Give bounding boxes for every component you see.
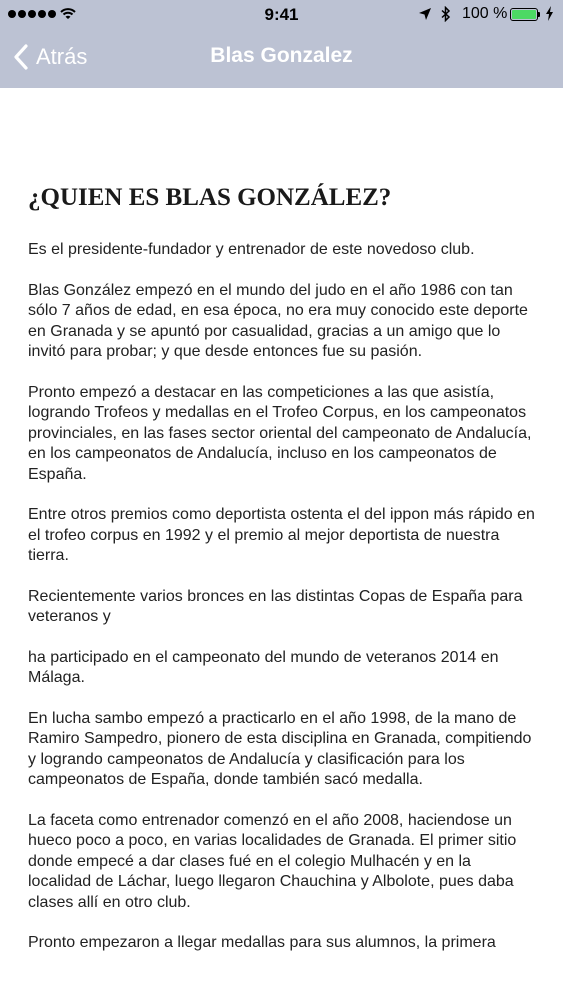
top-bar [0,0,563,88]
article-paragraph: Es el presidente-fundador y entrenador de este novedoso club. [28,241,475,258]
status-bar [0,0,563,30]
article-paragraph: ha participado en el campeonato del mundo de veteranos 2014 en Málaga. [28,648,499,686]
page-title: Blas Gonzalez [210,44,353,67]
status-time: 9:41 [264,5,299,24]
article-paragraph: Entre otros premios como deportista ostenta el del ippon más rápido en el trofeo corpus en 1992 y el premio al mejor deportista de nuestra tierra. [28,506,535,564]
article-paragraph: Blas González empezó en el mundo del judo en el año 1986 con tan sólo 7 años de edad, en esa época, no era muy conocido este deporte en Granada y se apuntó por casualidad, gracias a un amigo que lo invitó para probar; y que desde entonces fue su pasión. [28,281,528,360]
battery-nub [538,12,540,17]
back-button-label: Atrás [36,44,88,69]
article-content [28,182,536,974]
bluetooth-icon [440,6,452,22]
article-paragraph: Recientemente varios bronces en las distintas Copas de España para veteranos y [28,587,523,625]
battery-percent: 100 % [462,5,508,22]
charging-bolt-icon [545,6,554,21]
article-heading: ¿QUIEN ES BLAS GONZÁLEZ? [28,184,392,211]
location-arrow-icon [418,7,432,21]
article-paragraph: La faceta como entrenador comenzó en el año 2008, haciendose un hueco poco a poco, en varias localidades de Granada. El primer sitio donde empecé a dar clases fué en el colegio Mulhacén y en la localidad de Láchar, luego llegaron Chauchina y Albolote, pues daba clases allí en otro club. [28,811,517,911]
battery-icon [510,8,538,21]
article-paragraph: Pronto empezaron a llegar medallas para sus alumnos, la primera [28,934,496,951]
article-paragraph: En lucha sambo empezó a practicarlo en el año 1998, de la mano de Ramiro Sampedro, pionero de esta disciplina en Granada, compitiendo y logrando campeonatos de Andalucía y clasificación para los campeonatos de España, donde también sacó medalla. [28,709,532,788]
article-paragraph: Pronto empezó a destacar en las competiciones a las que asistía, logrando Trofeos y medallas en el Trofeo Corpus, en los campeonatos provinciales, en las fases sector oriental del campeonato de Andalucía, en los campeonatos de Andalucía, incluso en los campeonatos de España. [28,383,532,483]
